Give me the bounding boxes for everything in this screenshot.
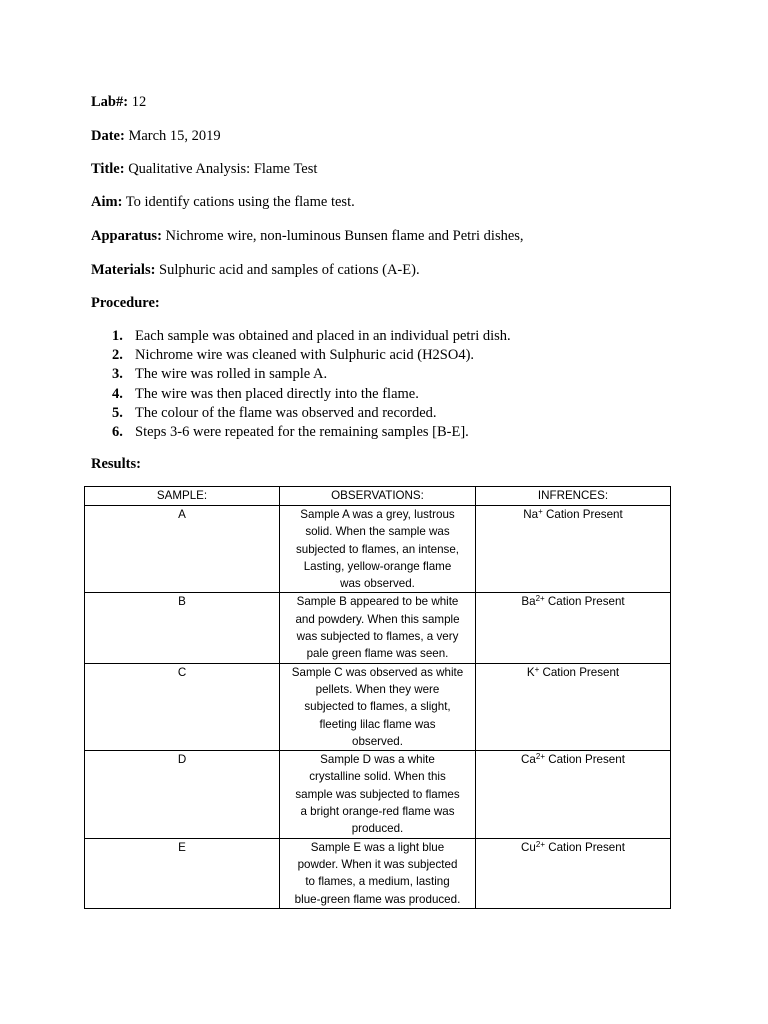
table-header-row — [85, 487, 671, 506]
report-apparatus — [91, 227, 524, 245]
observation-line: a bright orange-red flame was — [300, 805, 455, 819]
apparatus-label: Apparatus: — [91, 228, 162, 244]
step-text: The wire was rolled in sample A. — [135, 366, 328, 383]
procedure-step — [112, 404, 511, 423]
inference-cell — [476, 593, 671, 663]
ion-symbol: Ca — [521, 753, 536, 767]
apparatus-value: Nichrome wire, non-luminous Bunsen flame and Petri dishes, — [165, 228, 524, 244]
sample-cell: E — [85, 838, 280, 908]
header-sample: SAMPLE: — [85, 487, 280, 506]
report-date — [91, 127, 221, 145]
observation-line: powder. When it was subjected — [297, 857, 458, 871]
step-number: 2. — [112, 347, 123, 364]
observation-line: sample was subjected to flames — [295, 787, 460, 801]
date-label: Date: — [91, 128, 125, 144]
ion-charge: 2+ — [535, 752, 545, 762]
sample-cell: C — [85, 663, 280, 750]
step-number: 1. — [112, 328, 123, 344]
inference-cell — [476, 663, 671, 750]
step-text: Nichrome wire was cleaned with Sulphuric acid (H2SO4). — [135, 347, 475, 364]
table-row — [85, 663, 671, 750]
materials-value: Sulphuric acid and samples of cations (A-E). — [159, 262, 420, 278]
procedure-list — [112, 327, 511, 442]
ion-charge: + — [534, 664, 540, 674]
inference-text: Cation Present — [548, 840, 625, 854]
observation-cell — [280, 751, 476, 838]
table-row — [85, 506, 671, 593]
observation-cell — [280, 593, 476, 663]
observation-line: subjected to flames, an intense, — [295, 542, 460, 556]
procedure-step — [112, 327, 511, 346]
title-value: Qualitative Analysis: Flame Test — [128, 161, 318, 177]
step-text: The colour of the flame was observed and recorded. — [135, 404, 437, 421]
ion-symbol: Cu — [521, 840, 536, 854]
observation-line: blue-green flame was produced. — [294, 892, 461, 906]
ion-charge: 2+ — [535, 839, 545, 849]
procedure-heading — [91, 294, 160, 312]
title-label: Title: — [91, 161, 125, 177]
observation-line: Sample A was a grey, lustrous — [300, 508, 455, 521]
inference-cell — [476, 506, 671, 593]
observation-cell — [280, 663, 476, 750]
inference-text: Cation Present — [548, 753, 625, 767]
ion-symbol: K — [526, 665, 535, 679]
observation-line: subjected to flames, a slight, — [304, 700, 451, 714]
step-text: The wire was then placed directly into the flame. — [135, 385, 419, 402]
table-row — [85, 751, 671, 838]
ion-symbol: Ba — [521, 595, 536, 609]
procedure-step — [112, 346, 511, 365]
aim-value: To identify cations using the flame test. — [125, 194, 355, 210]
observation-line: and powdery. When this sample — [295, 612, 460, 626]
observation-line: was subjected to flames, a very — [296, 630, 459, 644]
step-number: 4. — [112, 385, 123, 402]
step-text: Steps 3-6 were repeated for the remaining samples [B-E]. — [135, 423, 469, 440]
observation-line: Sample D was a white — [320, 753, 435, 767]
report-materials — [91, 261, 420, 279]
step-number: 5. — [112, 404, 123, 421]
procedure-step — [112, 423, 511, 442]
procedure-step — [112, 365, 511, 384]
observation-line: Lasting, yellow-orange flame — [303, 559, 452, 573]
observation-line: Sample C was observed as white — [291, 665, 464, 679]
observation-line: crystalline solid. When this — [309, 770, 446, 784]
step-number: 6. — [112, 423, 123, 440]
report-aim — [91, 193, 355, 211]
observation-line: pellets. When they were — [315, 682, 440, 696]
observation-line: produced. — [351, 822, 404, 836]
results-heading-text: Results: — [91, 456, 141, 472]
report-title — [91, 160, 317, 178]
table-row — [85, 838, 671, 908]
step-number: 3. — [112, 366, 123, 383]
sample-cell: B — [85, 593, 280, 663]
results-table — [84, 486, 671, 909]
inference-text: Cation Present — [547, 595, 625, 609]
observation-line: fleeting lilac flame was — [319, 717, 436, 731]
aim-label: Aim: — [91, 194, 123, 210]
materials-label: Materials: — [91, 262, 156, 278]
date-value: March 15, 2019 — [128, 128, 221, 144]
observation-line: solid. When the sample was — [305, 525, 450, 539]
procedure-heading-text: Procedure: — [91, 295, 160, 311]
inference-text: Cation Present — [546, 508, 623, 521]
procedure-step — [112, 385, 511, 404]
sample-cell: A — [85, 506, 280, 593]
observation-line: Sample B appeared to be white — [296, 595, 459, 609]
observation-cell — [280, 506, 476, 593]
observation-cell — [280, 838, 476, 908]
table-row — [85, 593, 671, 663]
observation-line: Sample E was a light blue — [310, 840, 445, 854]
observation-line: observed. — [352, 734, 403, 748]
lab-number — [91, 93, 146, 111]
header-inferences: INFRENCES: — [476, 487, 671, 506]
header-observations: OBSERVATIONS: — [280, 487, 476, 506]
observation-line: to flames, a medium, lasting — [305, 875, 450, 889]
step-text: Each sample was obtained and placed in an individual petri dish. — [135, 328, 511, 344]
ion-symbol: Na — [523, 508, 539, 521]
lab-number-label: Lab#: — [91, 94, 129, 110]
inference-cell — [476, 838, 671, 908]
observation-line: was observed. — [340, 577, 415, 591]
ion-charge: + — [538, 507, 543, 516]
lab-number-value: 12 — [131, 94, 147, 110]
ion-charge: 2+ — [535, 594, 545, 604]
inference-text: Cation Present — [542, 665, 620, 679]
sample-cell: D — [85, 751, 280, 838]
inference-cell — [476, 751, 671, 838]
results-heading — [91, 455, 141, 473]
observation-line: pale green flame was seen. — [306, 647, 449, 661]
